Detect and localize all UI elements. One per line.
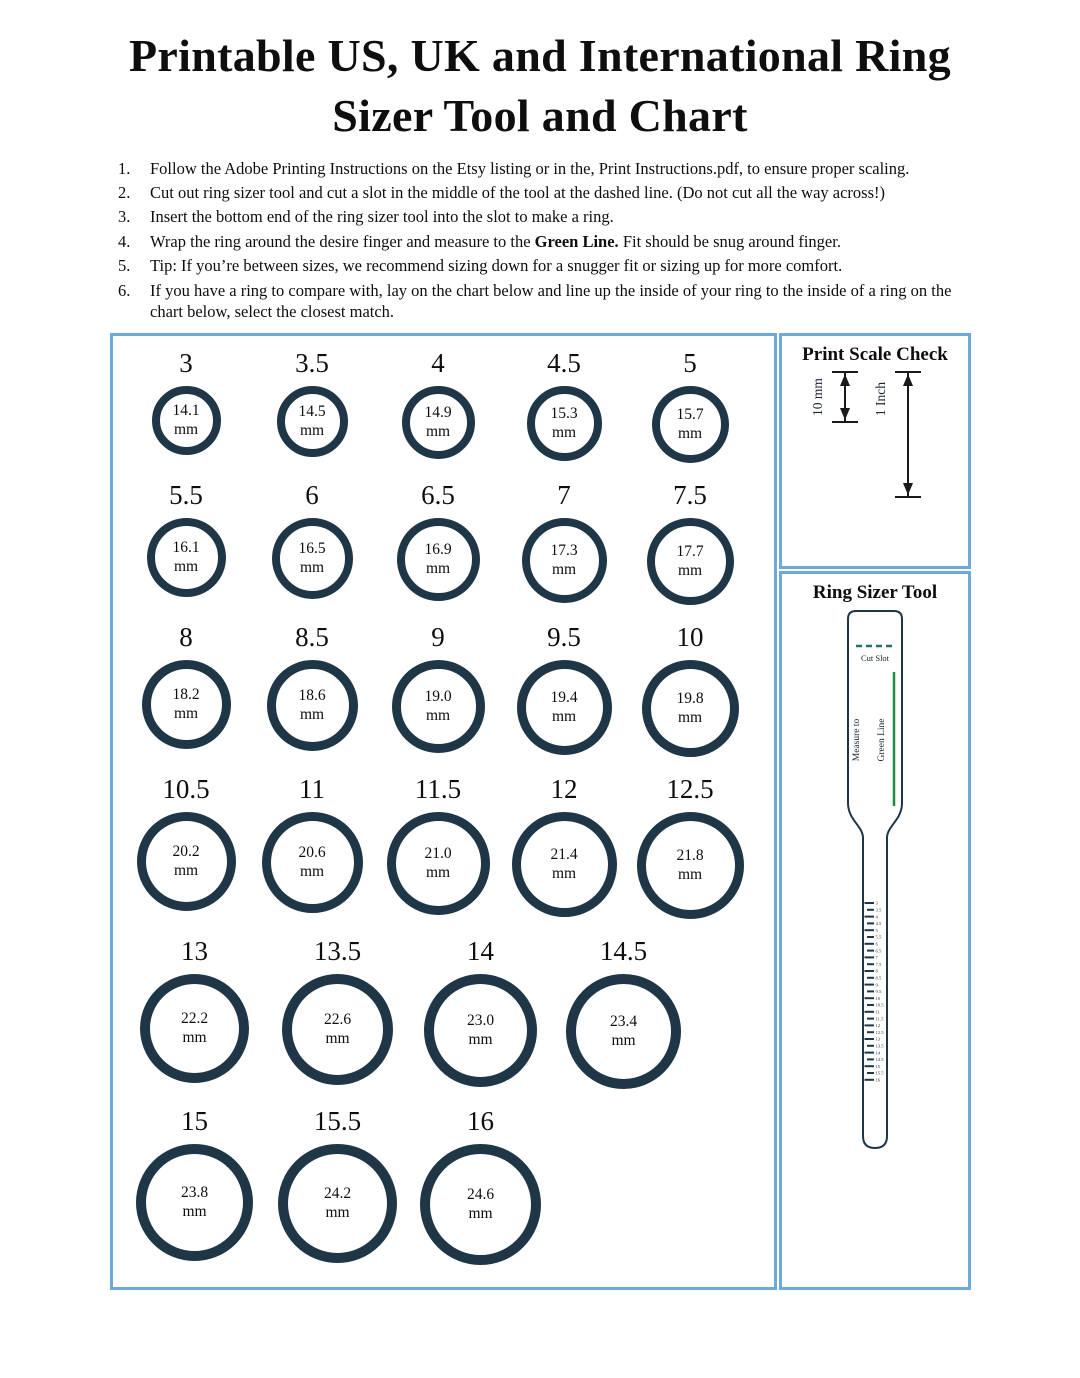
ring-size-label: 4.5 bbox=[547, 347, 581, 378]
ring-diameter-unit: mm bbox=[468, 1031, 493, 1049]
ruler-number: 5.5 bbox=[875, 934, 882, 940]
ring-size-cell bbox=[375, 480, 501, 605]
instruction-item bbox=[118, 182, 968, 203]
ring-circle bbox=[522, 518, 607, 603]
cut-slot-label: Cut Slot bbox=[860, 652, 890, 663]
ring-size-label: 12.5 bbox=[666, 773, 714, 804]
ring-size-label: 6.5 bbox=[421, 479, 455, 510]
instruction-text bbox=[150, 206, 968, 227]
ring-diameter-unit: mm bbox=[173, 558, 199, 576]
instructions bbox=[118, 158, 968, 323]
ring-circle bbox=[137, 812, 236, 911]
ring-diameter-unit: mm bbox=[677, 866, 703, 884]
ring-size-cell bbox=[266, 1106, 409, 1265]
right-column bbox=[779, 333, 971, 1290]
ruler-number: 9 bbox=[875, 981, 878, 987]
ring-row bbox=[123, 480, 774, 605]
ring-size-label: 7 bbox=[557, 479, 571, 510]
ruler-number: 14.5 bbox=[875, 1056, 884, 1062]
ring-circle bbox=[147, 518, 226, 597]
ring-circle bbox=[277, 386, 348, 457]
instruction-item bbox=[118, 231, 968, 252]
instruction-item bbox=[118, 280, 968, 323]
instruction-number: 5. bbox=[118, 256, 131, 276]
ring-diameter-unit: mm bbox=[611, 1032, 636, 1050]
ring-circle bbox=[152, 386, 221, 455]
ring-size-chart bbox=[110, 333, 777, 1290]
ring-row bbox=[123, 622, 774, 757]
ring-size-label: 16 bbox=[467, 1105, 494, 1136]
ring-size-label: 5 bbox=[683, 347, 697, 378]
ring-size-cell bbox=[375, 622, 501, 757]
ring-size-label: 11.5 bbox=[414, 773, 462, 804]
instruction-text-part: Green Line. bbox=[534, 231, 619, 251]
ring-circle bbox=[142, 660, 231, 749]
ring-sizer-tool-graphic bbox=[835, 608, 915, 1168]
ring-diameter-value: 20.6 bbox=[298, 843, 326, 861]
ruler-number: 3.5 bbox=[875, 907, 882, 913]
ring-size-label: 9.5 bbox=[547, 621, 581, 652]
instruction-text-part: Insert the bottom end of the ring sizer tool into the slot to make a ring. bbox=[150, 207, 614, 227]
ring-diameter-unit: mm bbox=[173, 421, 199, 439]
ring-circle bbox=[272, 518, 353, 599]
ring-circle bbox=[424, 974, 537, 1087]
instruction-text-part: Cut out ring sizer tool and cut a slot in the middle of the tool at the dashed line. (Do not cut all the way across!) bbox=[150, 183, 885, 203]
instruction-text bbox=[150, 255, 968, 276]
ring-circle bbox=[642, 660, 739, 757]
ruler-number: 12 bbox=[875, 1022, 881, 1028]
ring-diameter-unit: mm bbox=[677, 709, 703, 727]
ring-circle bbox=[512, 812, 617, 917]
ring-circle bbox=[397, 518, 480, 601]
ring-circle bbox=[136, 1144, 253, 1261]
ring-size-label: 5.5 bbox=[169, 479, 203, 510]
page-title-line1: Printable US, UK and International Ring bbox=[129, 30, 951, 81]
ruler-number: 9.5 bbox=[875, 988, 882, 994]
ring-size-cell bbox=[501, 348, 627, 463]
ring-circle bbox=[637, 812, 744, 919]
ring-diameter-value: 14.1 bbox=[172, 401, 200, 419]
ring-size-label: 15.5 bbox=[313, 1105, 362, 1136]
ruler-number: 13 bbox=[875, 1036, 881, 1042]
ring-size-cell bbox=[627, 774, 753, 919]
ring-diameter-value: 21.0 bbox=[424, 844, 452, 862]
ring-circle bbox=[652, 386, 729, 463]
ring-diameter-value: 22.6 bbox=[323, 1011, 352, 1029]
instruction-text-part: If you have a ring to compare with, lay on the chart below and line up the inside of your ring to the inside of a ring on the chart below, select the closest match. bbox=[150, 280, 952, 322]
ring-diameter-value: 19.4 bbox=[550, 688, 578, 706]
instruction-text bbox=[150, 280, 968, 323]
ruler-number: 15 bbox=[875, 1063, 881, 1069]
ring-size-cell bbox=[123, 622, 249, 757]
ruler-number: 14 bbox=[875, 1049, 881, 1055]
ring-size-label: 15 bbox=[181, 1105, 208, 1136]
ring-circle bbox=[262, 812, 363, 913]
instruction-number: 6. bbox=[118, 280, 131, 300]
ring-circle bbox=[387, 812, 490, 915]
scale-1inch-label: 1 Inch bbox=[873, 381, 888, 416]
ruler-number: 4 bbox=[875, 913, 878, 919]
ring-size-cell bbox=[123, 774, 249, 919]
ring-diameter-unit: mm bbox=[425, 864, 451, 882]
ring-size-cell bbox=[409, 1106, 552, 1265]
ruler-number: 3 bbox=[875, 900, 878, 906]
ring-size-label: 14.5 bbox=[599, 935, 648, 966]
ring-size-cell bbox=[375, 774, 501, 919]
ring-size-label: 7.5 bbox=[673, 479, 707, 510]
ring-diameter-value: 21.4 bbox=[550, 845, 578, 863]
ring-diameter-unit: mm bbox=[325, 1030, 350, 1048]
ring-diameter-value: 16.1 bbox=[172, 538, 200, 556]
ring-size-cell bbox=[123, 1106, 266, 1265]
ring-diameter-value: 23.4 bbox=[609, 1013, 638, 1031]
ring-size-label: 6 bbox=[305, 479, 319, 510]
instruction-number: 4. bbox=[118, 231, 131, 251]
ring-diameter-value: 19.0 bbox=[424, 687, 452, 705]
ring-diameter-unit: mm bbox=[299, 559, 325, 577]
ring-size-cell bbox=[409, 936, 552, 1089]
ruler-number: 6.5 bbox=[875, 947, 882, 953]
ring-size-cell bbox=[627, 348, 753, 463]
ring-size-label: 13.5 bbox=[313, 935, 362, 966]
ring-diameter-unit: mm bbox=[425, 423, 451, 441]
ring-diameter-value: 16.9 bbox=[424, 540, 452, 558]
scale-10mm-label: 10 mm bbox=[810, 377, 825, 416]
ring-row bbox=[123, 936, 774, 1089]
instruction-item bbox=[118, 255, 968, 276]
ring-circle bbox=[282, 974, 393, 1085]
ring-diameter-unit: mm bbox=[425, 560, 451, 578]
ring-diameter-unit: mm bbox=[551, 561, 577, 579]
ring-circle bbox=[420, 1144, 541, 1265]
ring-size-label: 10 bbox=[676, 621, 704, 652]
ring-diameter-unit: mm bbox=[182, 1203, 207, 1221]
ring-circle bbox=[267, 660, 358, 751]
instruction-item bbox=[118, 158, 968, 179]
ring-size-cell bbox=[249, 622, 375, 757]
main-area bbox=[110, 333, 1080, 1290]
ring-diameter-unit: mm bbox=[468, 1205, 493, 1223]
ring-size-cell bbox=[249, 348, 375, 463]
ring-chart-rows bbox=[123, 348, 774, 1265]
ring-diameter-unit: mm bbox=[677, 425, 703, 443]
ring-size-cell bbox=[123, 936, 266, 1089]
ring-size-cell bbox=[123, 348, 249, 463]
ruler-number: 7 bbox=[875, 954, 878, 960]
ring-size-cell bbox=[249, 774, 375, 919]
ruler-number: 15.5 bbox=[875, 1070, 884, 1076]
ruler-number: 6 bbox=[875, 941, 878, 947]
ring-diameter-value: 14.9 bbox=[424, 403, 452, 421]
ring-diameter-value: 24.6 bbox=[466, 1186, 495, 1204]
instruction-text bbox=[150, 158, 968, 179]
ruler-number: 11 bbox=[875, 1009, 880, 1015]
ring-circle bbox=[517, 660, 612, 755]
ruler-number: 4.5 bbox=[875, 920, 882, 926]
ring-diameter-value: 19.8 bbox=[676, 689, 704, 707]
ring-diameter-value: 15.7 bbox=[676, 405, 704, 423]
print-scale-check bbox=[779, 333, 971, 569]
ring-diameter-unit: mm bbox=[182, 1029, 207, 1047]
ring-size-label: 9 bbox=[431, 621, 445, 652]
ruler-number: 16 bbox=[875, 1077, 881, 1083]
ring-circle bbox=[527, 386, 602, 461]
ring-size-cell bbox=[501, 622, 627, 757]
ring-circle bbox=[392, 660, 485, 753]
instruction-number: 1. bbox=[118, 158, 131, 178]
instruction-item bbox=[118, 206, 968, 227]
ring-size-cell bbox=[375, 348, 501, 463]
ring-diameter-value: 16.5 bbox=[298, 539, 326, 557]
ring-size-cell bbox=[552, 936, 695, 1089]
ring-size-label: 4 bbox=[431, 347, 445, 378]
ring-diameter-value: 15.3 bbox=[550, 404, 578, 422]
ring-row bbox=[123, 1106, 774, 1265]
ruler-number: 13.5 bbox=[875, 1043, 884, 1049]
ring-size-cell bbox=[123, 480, 249, 605]
page-title bbox=[0, 0, 1080, 146]
ring-circle bbox=[402, 386, 475, 459]
ruler-number: 8 bbox=[875, 968, 878, 974]
ruler-number: 8.5 bbox=[875, 975, 882, 981]
ring-size-label: 10.5 bbox=[162, 773, 210, 804]
green-line-label: Green Line bbox=[877, 718, 887, 762]
ring-diameter-unit: mm bbox=[325, 1204, 350, 1222]
scale-arrow-1inch bbox=[873, 372, 921, 497]
ring-size-cell bbox=[249, 480, 375, 605]
ring-size-label: 13 bbox=[181, 935, 208, 966]
ring-size-label: 3 bbox=[179, 347, 193, 378]
ring-diameter-unit: mm bbox=[677, 562, 703, 580]
ring-diameter-unit: mm bbox=[425, 707, 451, 725]
ring-size-label: 14 bbox=[467, 935, 494, 966]
ring-circle bbox=[140, 974, 249, 1083]
ruler-number: 10 bbox=[875, 995, 881, 1001]
ring-diameter-value: 22.2 bbox=[180, 1010, 209, 1028]
ring-diameter-unit: mm bbox=[551, 865, 577, 883]
instruction-text bbox=[150, 182, 968, 203]
ring-row bbox=[123, 348, 774, 463]
ring-diameter-value: 18.2 bbox=[172, 685, 200, 703]
ring-diameter-value: 20.2 bbox=[172, 842, 200, 860]
measure-to-label: Measure to bbox=[852, 718, 862, 761]
ring-diameter-value: 14.5 bbox=[298, 402, 326, 420]
ring-diameter-unit: mm bbox=[299, 706, 325, 724]
ring-diameter-unit: mm bbox=[551, 424, 577, 442]
ring-diameter-value: 23.0 bbox=[466, 1012, 495, 1030]
ring-diameter-unit: mm bbox=[173, 705, 199, 723]
ring-diameter-value: 17.3 bbox=[550, 541, 578, 559]
ruler-number: 5 bbox=[875, 927, 878, 933]
ruler-number: 11.5 bbox=[875, 1015, 884, 1021]
ring-size-cell bbox=[501, 774, 627, 919]
print-scale-title: Print Scale Check bbox=[802, 343, 948, 365]
instruction-number: 3. bbox=[118, 207, 131, 227]
ruler-number: 12.5 bbox=[875, 1029, 884, 1035]
instruction-text-part: Wrap the ring around the desire finger and measure to the bbox=[150, 231, 535, 251]
ring-diameter-value: 24.2 bbox=[323, 1185, 352, 1203]
instruction-number: 2. bbox=[118, 183, 131, 203]
ring-size-label: 3.5 bbox=[295, 347, 329, 378]
ring-size-cell bbox=[627, 480, 753, 605]
ring-circle bbox=[647, 518, 734, 605]
ring-size-label: 8.5 bbox=[295, 621, 329, 652]
ring-size-cell bbox=[266, 936, 409, 1089]
ring-diameter-value: 23.8 bbox=[180, 1184, 209, 1202]
ring-diameter-unit: mm bbox=[299, 422, 325, 440]
ring-diameter-unit: mm bbox=[551, 708, 577, 726]
ring-size-label: 11 bbox=[299, 773, 325, 804]
ring-size-cell bbox=[501, 480, 627, 605]
ring-circle bbox=[278, 1144, 397, 1263]
ring-diameter-unit: mm bbox=[173, 862, 199, 880]
ruler-number: 10.5 bbox=[875, 1002, 884, 1008]
instruction-text-part: Follow the Adobe Printing Instructions on the Etsy listing or in the, Print Instructions.pdf, to ensure proper scaling. bbox=[150, 158, 910, 178]
ring-diameter-unit: mm bbox=[299, 863, 325, 881]
ring-size-label: 12 bbox=[550, 773, 578, 804]
ring-size-cell bbox=[627, 622, 753, 757]
page-title-line2: Sizer Tool and Chart bbox=[332, 89, 748, 141]
ring-circle bbox=[566, 974, 681, 1089]
scale-arrow-10mm bbox=[810, 372, 858, 422]
ring-row bbox=[123, 774, 774, 919]
instruction-text bbox=[150, 231, 968, 252]
ring-diameter-value: 18.6 bbox=[298, 686, 326, 704]
ruler-number: 7.5 bbox=[875, 961, 882, 967]
ring-sizer-tool bbox=[779, 571, 971, 1290]
ring-sizer-tool-title: Ring Sizer Tool bbox=[812, 581, 938, 603]
ring-diameter-value: 21.8 bbox=[676, 846, 704, 864]
ring-diameter-value: 17.7 bbox=[676, 542, 704, 560]
instruction-text-part: Tip: If you’re between sizes, we recommend sizing down for a snugger fit or sizing up for more comfort. bbox=[150, 256, 843, 276]
ring-size-label: 8 bbox=[179, 621, 193, 652]
instruction-text-part: Fit should be snug around finger. bbox=[618, 231, 841, 251]
print-scale-arrows bbox=[782, 366, 968, 566]
